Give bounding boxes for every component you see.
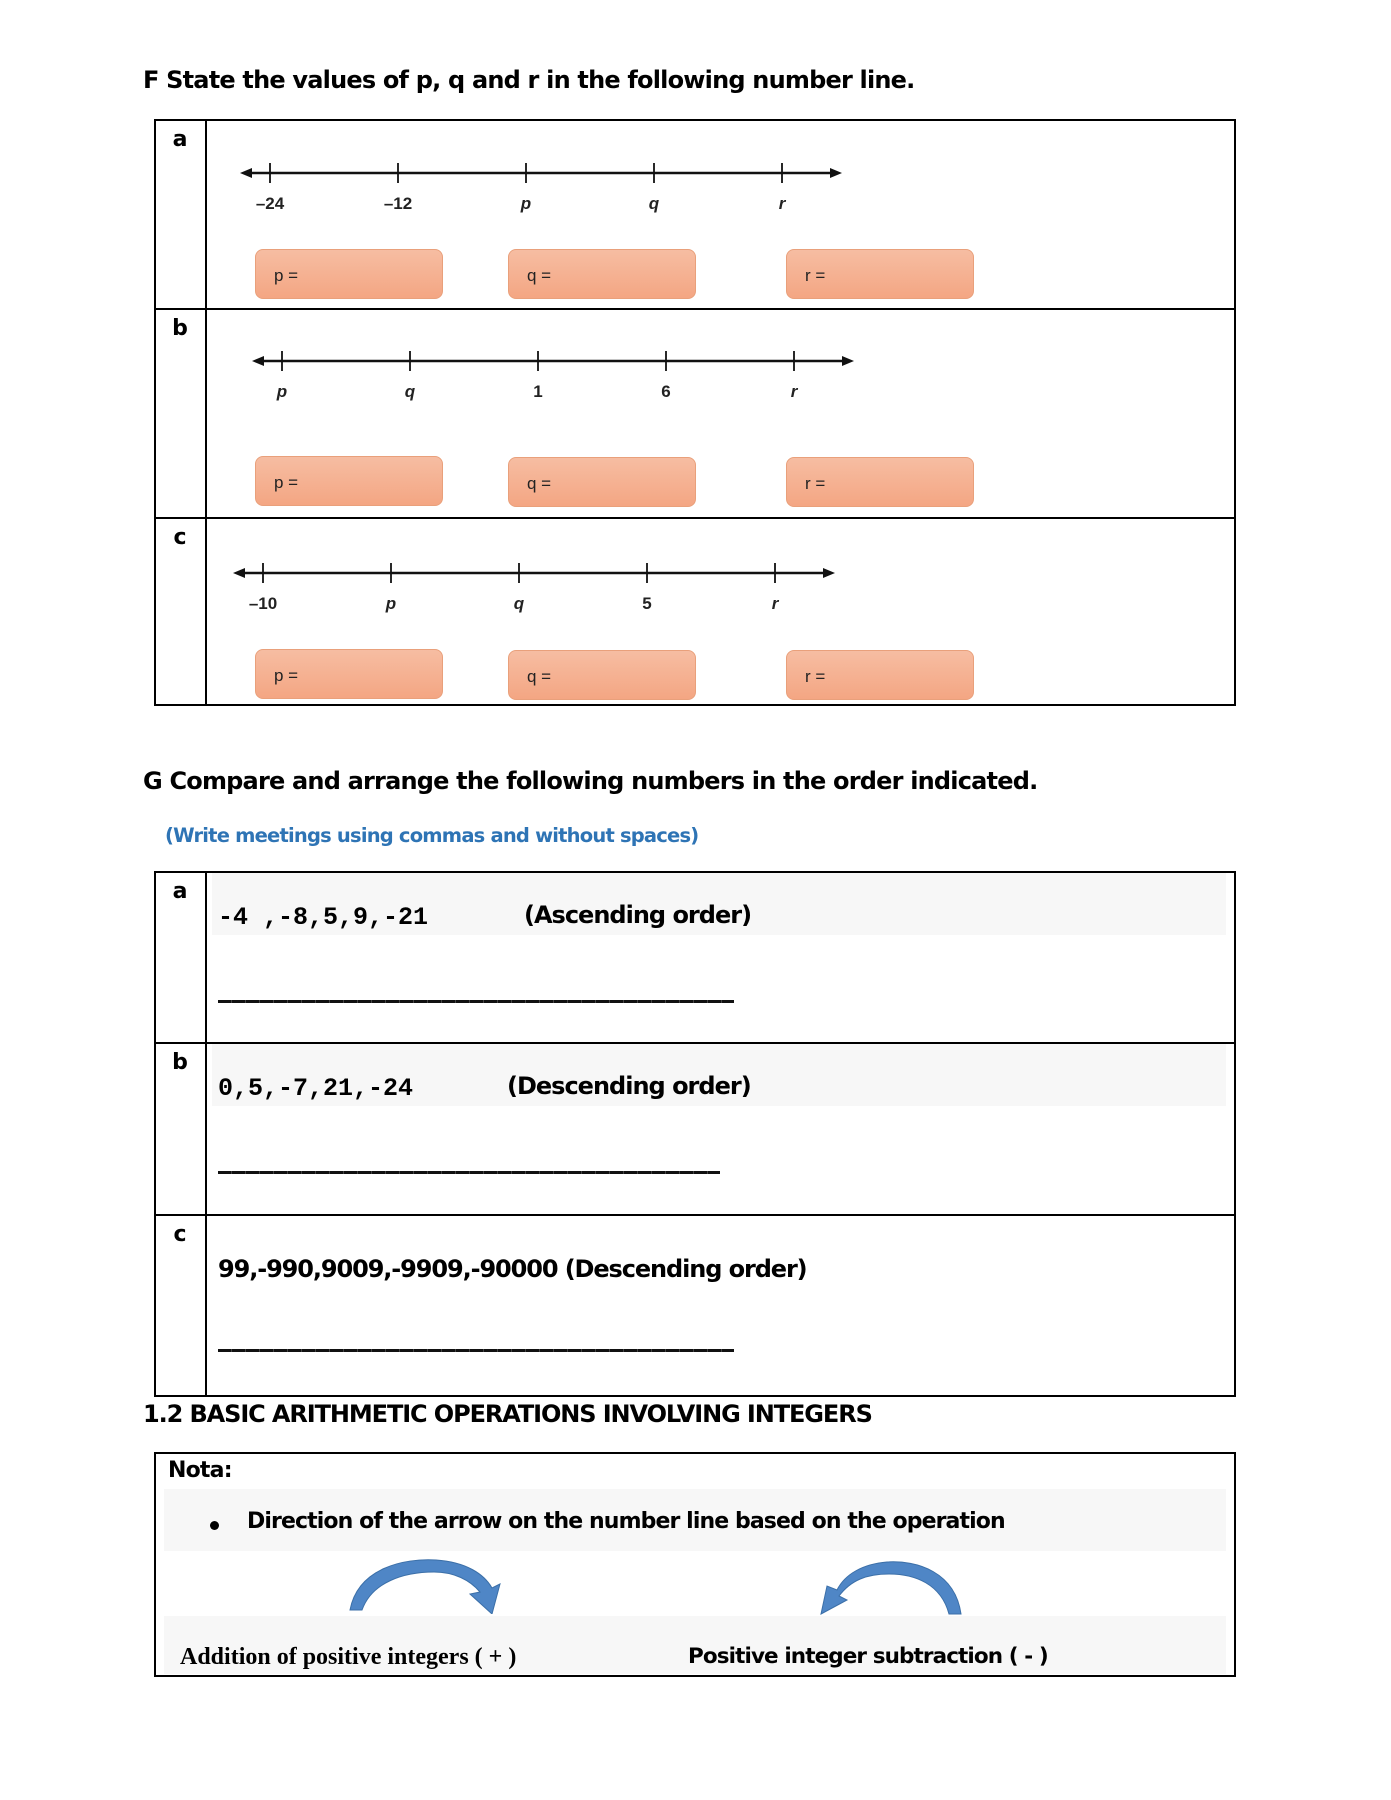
tick-label: r bbox=[790, 382, 798, 401]
answer-box-p[interactable]: p = bbox=[255, 649, 443, 699]
tick-label: r bbox=[778, 194, 786, 213]
number-line bbox=[229, 557, 1029, 632]
number-list: -4 ,-8,5,9,-21 bbox=[218, 903, 429, 932]
row-label: b bbox=[172, 1050, 188, 1075]
row-label: b bbox=[172, 316, 188, 341]
section-1-2-title: 1.2 BASIC ARITHMETIC OPERATIONS INVOLVING INTEGERS bbox=[143, 1400, 872, 1428]
section-f-title: F State the values of p, q and r in the following number line. bbox=[143, 66, 915, 94]
tick-label: q bbox=[404, 382, 416, 401]
tick-label: –10 bbox=[248, 594, 278, 613]
row-label: a bbox=[172, 879, 188, 904]
number-line bbox=[236, 157, 1036, 232]
order-instruction: (Descending order) bbox=[507, 1072, 751, 1100]
tick-label: 1 bbox=[533, 382, 543, 401]
tick-label: q bbox=[648, 194, 660, 213]
number-list: 99,-990,9009,-9909,-90000 (Descending order) bbox=[218, 1255, 807, 1283]
note-bullet-text: Direction of the arrow on the number line based on the operation bbox=[247, 1509, 1005, 1534]
answer-box-r[interactable]: r = bbox=[786, 650, 974, 700]
number-line-svg bbox=[236, 157, 856, 227]
curved-arrow-right-icon bbox=[344, 1554, 514, 1614]
tick-label: p bbox=[276, 382, 288, 401]
ordering-table bbox=[154, 871, 1236, 1397]
arrow-left-icon bbox=[240, 168, 252, 178]
tick-label: p bbox=[385, 594, 397, 613]
arrow-left-icon bbox=[252, 356, 264, 366]
tick-label: 6 bbox=[661, 382, 671, 401]
number-line-table bbox=[154, 119, 1236, 706]
ordering-row-b bbox=[156, 1044, 1234, 1216]
tick-label: 5 bbox=[642, 594, 652, 613]
answer-box-q[interactable]: q = bbox=[508, 457, 696, 507]
arrow-left-icon bbox=[233, 568, 245, 578]
number-line-row-b bbox=[156, 310, 1234, 519]
ordering-row-c bbox=[156, 1216, 1234, 1396]
number-line-svg bbox=[248, 345, 868, 415]
number-line-row-a bbox=[156, 121, 1234, 310]
answer-box-q[interactable]: q = bbox=[508, 249, 696, 299]
section-g-title: G Compare and arrange the following numbers in the order indicated. bbox=[143, 767, 1038, 795]
number-line bbox=[248, 345, 1048, 420]
answer-line[interactable] bbox=[218, 1000, 734, 1003]
ordering-row-a bbox=[156, 873, 1234, 1044]
note-box bbox=[154, 1452, 1236, 1677]
answer-box-r[interactable]: r = bbox=[786, 249, 974, 299]
number-line-svg bbox=[229, 557, 849, 627]
answer-line[interactable] bbox=[218, 1349, 734, 1352]
number-list: 0,5,-7,21,-24 bbox=[218, 1074, 414, 1103]
tick-label: –24 bbox=[255, 194, 285, 213]
tick-label: q bbox=[513, 594, 525, 613]
subtraction-label: Positive integer subtraction ( - ) bbox=[688, 1644, 1048, 1669]
number-line-row-c bbox=[156, 519, 1234, 706]
arrow-right-icon bbox=[823, 568, 835, 578]
answer-box-q[interactable]: q = bbox=[508, 650, 696, 700]
answer-box-p[interactable]: p = bbox=[255, 456, 443, 506]
tick-label: –12 bbox=[383, 194, 413, 213]
curved-arrow-left-icon bbox=[817, 1556, 967, 1618]
row-label: c bbox=[173, 525, 187, 550]
row-label: c bbox=[173, 1222, 187, 1247]
addition-label: Addition of positive integers ( + ) bbox=[180, 1644, 517, 1670]
answer-box-p[interactable]: p = bbox=[255, 249, 443, 299]
answer-line[interactable] bbox=[218, 1171, 720, 1174]
arrow-right-icon bbox=[830, 168, 842, 178]
section-g-instruction: (Write meetings using commas and without spaces) bbox=[165, 824, 699, 847]
answer-box-r[interactable]: r = bbox=[786, 457, 974, 507]
tick-label: r bbox=[771, 594, 779, 613]
order-instruction: (Ascending order) bbox=[524, 901, 752, 929]
note-label: Nota: bbox=[168, 1458, 232, 1483]
tick-label: p bbox=[520, 194, 532, 213]
arrow-right-icon bbox=[842, 356, 854, 366]
row-label: a bbox=[172, 127, 188, 152]
bullet-icon bbox=[210, 1521, 219, 1530]
